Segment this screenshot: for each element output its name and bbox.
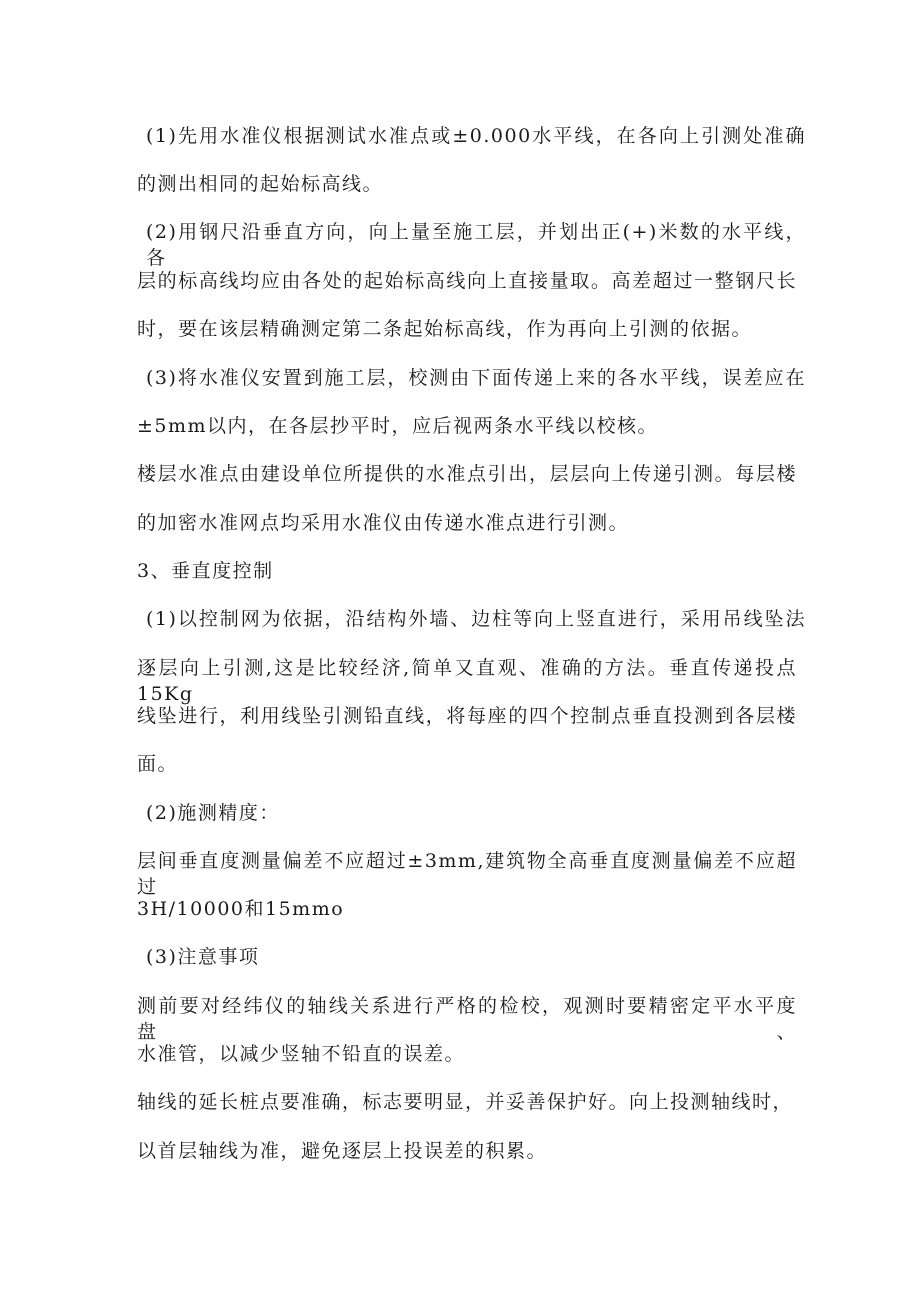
text-line: 水准管，以减少竖轴不铅直的误差。: [137, 1043, 466, 1065]
text-line: 线坠进行，利用线坠引测铅直线，将每座的四个控制点垂直投测到各层楼: [137, 705, 797, 727]
text-line: 的测出相同的起始标高线。: [137, 173, 384, 195]
text-line: (1)以控制网为依据，沿结构外墙、边柱等向上竖直进行，采用吊线坠法: [146, 608, 806, 630]
text-line: (1)先用水准仪根据测试水准点或±0.000水平线，在各向上引测处准确: [146, 125, 806, 147]
text-line: 楼层水准点由建设单位所提供的水准点引出，层层向上传递引测。每层楼: [137, 463, 797, 485]
subheading: (2)施测精度：: [146, 802, 280, 824]
text-line: 测前要对经纬仪的轴线关系进行严格的检校，观测时要精密定平水平度盘、: [137, 995, 797, 1043]
subheading: (3)注意事项: [146, 946, 260, 968]
text-line: 面。: [137, 753, 179, 775]
text-line: 时，要在该层精确测定第二条起始标高线，作为再向上引测的依据。: [137, 318, 753, 340]
text-line: (2)用钢尺沿垂直方向，向上量至施工层，并划出正(+)米数的水平线，各: [146, 221, 806, 269]
text-line: 以首层轴线为准，避免逐层上投误差的积累。: [137, 1140, 548, 1162]
text-line: ±5mm以内，在各层抄平时，应后视两条水平线以校核。: [137, 415, 659, 437]
text-line: 轴线的延长桩点要准确，标志要明显，并妥善保护好。向上投测轴线时，: [137, 1091, 794, 1113]
text-line: 逐层向上引测,这是比较经济,简单又直观、准确的方法。垂直传递投点15Kg: [137, 657, 797, 705]
text-line: 的加密水准网点均采用水准仪由传递水准点进行引测。: [137, 512, 630, 534]
text-line: 3H/10000和15mmo: [137, 898, 345, 920]
text-line: 层间垂直度测量偏差不应超过±3mm,建筑物全高垂直度测量偏差不应超过: [137, 850, 797, 898]
section-heading: 3、垂直度控制: [137, 560, 274, 582]
text-line: 层的标高线均应由各处的起始标高线向上直接量取。高差超过一整钢尺长: [137, 270, 797, 292]
text-line: (3)将水准仪安置到施工层，校测由下面传递上来的各水平线，误差应在: [146, 367, 806, 389]
